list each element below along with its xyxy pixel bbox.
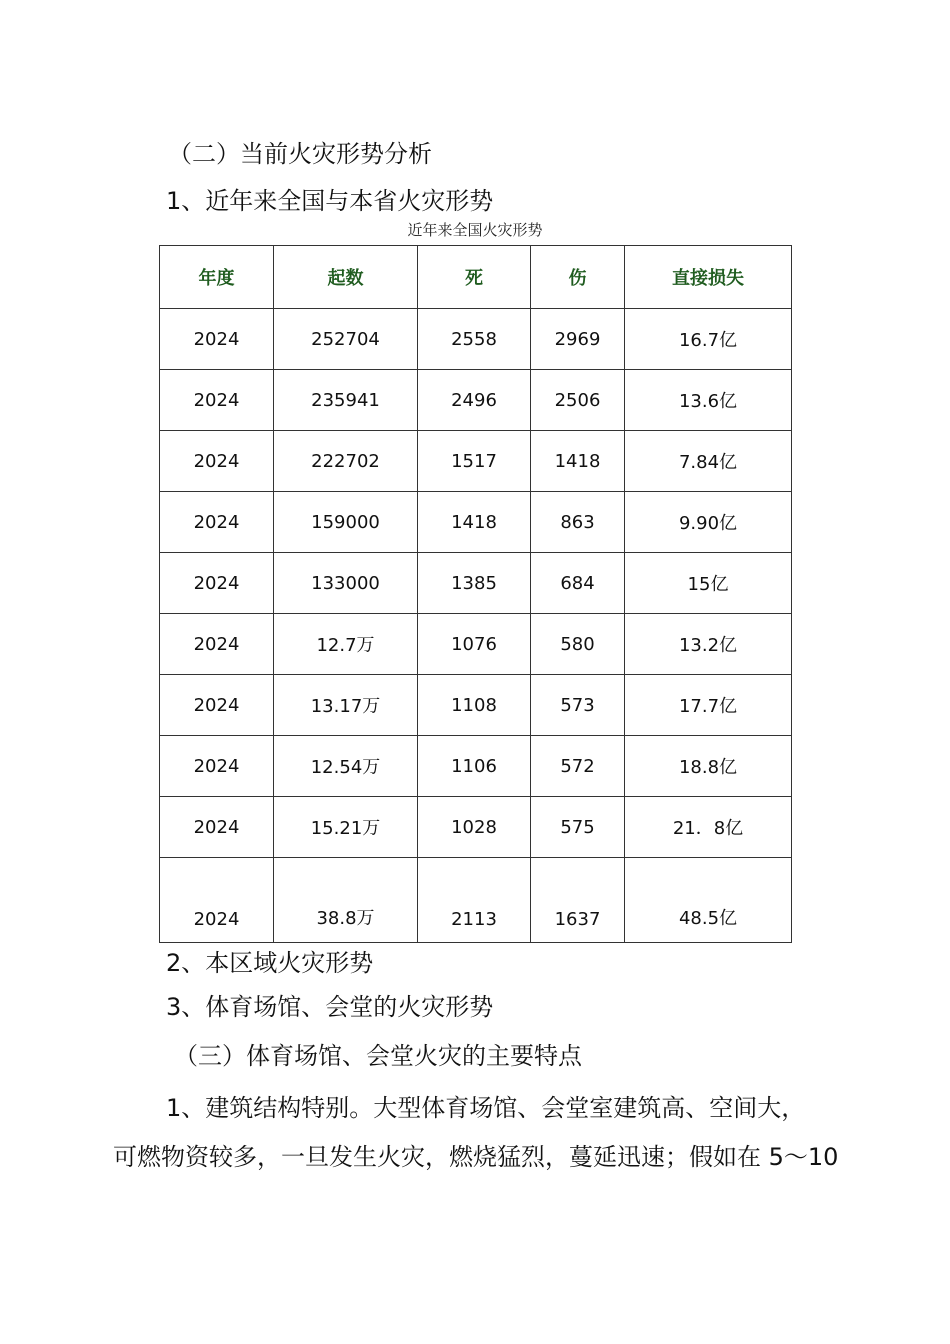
subheading-item-3: 3、体育场馆、会堂的火灾形势	[166, 993, 494, 1021]
table-row	[160, 553, 792, 614]
cell-year: 2024	[160, 614, 274, 675]
cell-direct-loss: 17.7亿	[625, 675, 792, 736]
table-row	[160, 736, 792, 797]
cell-deaths: 2558	[418, 309, 531, 370]
cell-year: 2024	[160, 858, 274, 943]
cell-direct-loss: 7.84亿	[625, 431, 792, 492]
cell-count: 13.17万	[274, 675, 418, 736]
cell-count: 222702	[274, 431, 418, 492]
cell-count: 15.21万	[274, 797, 418, 858]
cell-deaths: 1106	[418, 736, 531, 797]
cell-direct-loss: 15亿	[625, 553, 792, 614]
cell-deaths: 1108	[418, 675, 531, 736]
cell-injuries: 575	[531, 797, 625, 858]
cell-direct-loss: 16.7亿	[625, 309, 792, 370]
header-count: 起数	[274, 246, 418, 309]
cell-injuries: 863	[531, 492, 625, 553]
cell-direct-loss: 9.90亿	[625, 492, 792, 553]
cell-deaths: 1517	[418, 431, 531, 492]
cell-year: 2024	[160, 309, 274, 370]
cell-direct-loss: 18.8亿	[625, 736, 792, 797]
header-direct-loss: 直接损失	[625, 246, 792, 309]
header-injuries: 伤	[531, 246, 625, 309]
cell-injuries: 573	[531, 675, 625, 736]
cell-year: 2024	[160, 736, 274, 797]
cell-count: 235941	[274, 370, 418, 431]
table-header-row	[160, 246, 792, 309]
cell-deaths: 1385	[418, 553, 531, 614]
cell-year: 2024	[160, 553, 274, 614]
subheading-item-2: 2、本区域火灾形势	[166, 949, 374, 977]
cell-count: 38.8万	[274, 858, 418, 943]
section-heading-3: （三）体育场馆、会堂火灾的主要特点	[174, 1042, 582, 1070]
table-row	[160, 370, 792, 431]
table-row	[160, 431, 792, 492]
cell-injuries: 684	[531, 553, 625, 614]
table-row	[160, 675, 792, 736]
cell-injuries: 572	[531, 736, 625, 797]
cell-injuries: 1637	[531, 858, 625, 943]
cell-injuries: 2506	[531, 370, 625, 431]
cell-year: 2024	[160, 492, 274, 553]
paragraph-line-2: 可燃物资较多，一旦发生火灾，燃烧猛烈，蔓延迅速；假如在 5～10	[113, 1143, 839, 1171]
table-row	[160, 492, 792, 553]
table-body	[160, 309, 792, 943]
cell-year: 2024	[160, 675, 274, 736]
table-row	[160, 614, 792, 675]
table-row	[160, 797, 792, 858]
cell-count: 159000	[274, 492, 418, 553]
subheading-item-1: 1、近年来全国与本省火灾形势	[166, 187, 494, 215]
cell-injuries: 2969	[531, 309, 625, 370]
fire-statistics-table	[159, 245, 792, 943]
cell-deaths: 1418	[418, 492, 531, 553]
table-row	[160, 858, 792, 943]
header-year: 年度	[160, 246, 274, 309]
cell-year: 2024	[160, 797, 274, 858]
cell-deaths: 1028	[418, 797, 531, 858]
cell-deaths: 2113	[418, 858, 531, 943]
cell-deaths: 1076	[418, 614, 531, 675]
cell-injuries: 580	[531, 614, 625, 675]
cell-direct-loss: 13.2亿	[625, 614, 792, 675]
cell-injuries: 1418	[531, 431, 625, 492]
cell-count: 12.7万	[274, 614, 418, 675]
cell-count: 252704	[274, 309, 418, 370]
header-deaths: 死	[418, 246, 531, 309]
table-row	[160, 309, 792, 370]
cell-year: 2024	[160, 370, 274, 431]
cell-count: 12.54万	[274, 736, 418, 797]
cell-count: 133000	[274, 553, 418, 614]
cell-direct-loss: 13.6亿	[625, 370, 792, 431]
cell-year: 2024	[160, 431, 274, 492]
paragraph-line-1: 1、建筑结构特别。大型体育场馆、会堂室建筑高、空间大，	[166, 1094, 806, 1122]
cell-direct-loss: 48.5亿	[625, 858, 792, 943]
table-caption: 近年来全国火灾形势	[407, 221, 543, 239]
cell-deaths: 2496	[418, 370, 531, 431]
cell-direct-loss: 21．8亿	[625, 797, 792, 858]
section-heading-2: （二）当前火灾形势分析	[168, 140, 432, 168]
